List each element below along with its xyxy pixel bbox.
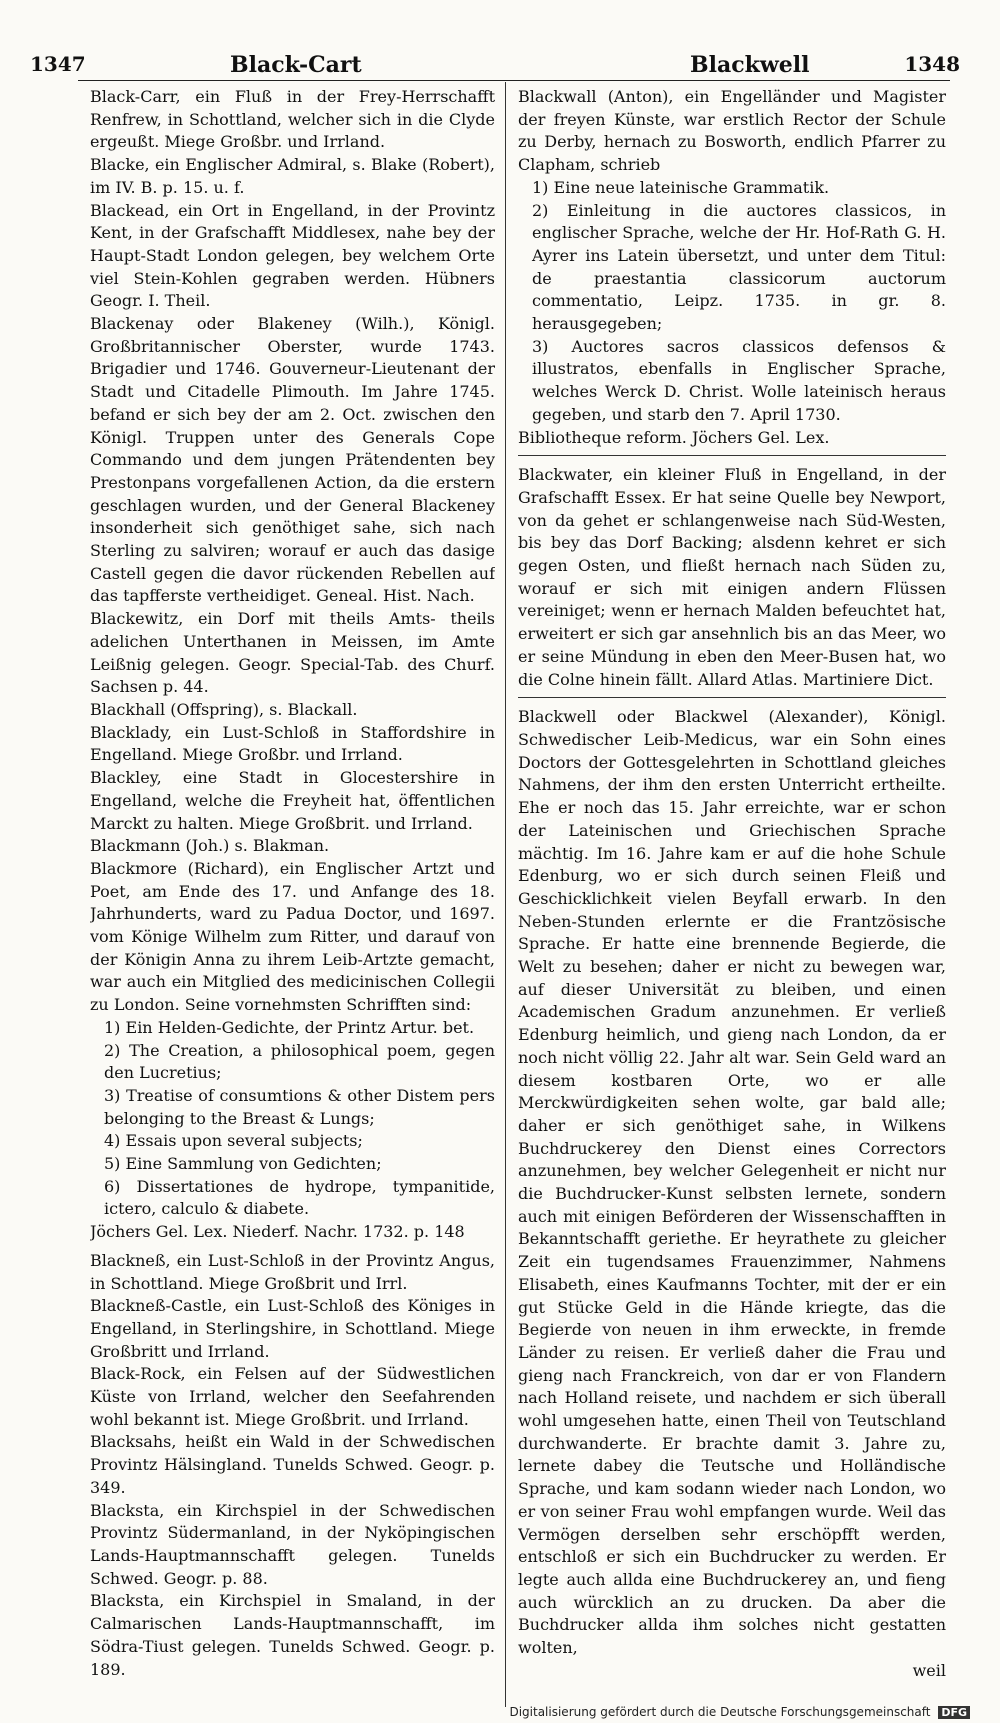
page-number-right: 1348 [904, 52, 960, 76]
list-item: 1) Ein Helden-Gedichte, der Printz Artur. bet. [104, 1017, 475, 1037]
list-item: 3) Auctores sacros classicos defensos & illustratos, ebenfalls in Englischer Sprache, welches Werck D. Christ. Wolle lateinisch heraus gegeben, und starb den 7. April 1730. [532, 336, 946, 424]
entry-blacksahs: Blacksahs, heißt ein Wald in der Schwedischen Provintz Hälsingland. Tunelds Schwed. Geogr. p. 349. [90, 1432, 495, 1497]
entry-blackwell: Blackwell oder Blackwel (Alexander), Königl. Schwedischer Leib-Medicus, war ein Sohn eines Doctors der Gottesgelehrten in Schottland gleiches Nahmens, der ihm den ersten Unterricht ertheilte. Ehe er noch das 15. Jahr erreichte, war er schon der Lateinischen und Griechischen Sprache mächtig. Im 16. Jahre kam er auf die hohe Schule Edenburg, wo er sich durch seinen Fleiß und Geschicklichkeit vielen Beyfall erwarb. In den Neben-Stunden erlernte er die Frantzösische Sprache. Er hatte eine brennende Begierde, die Welt zu besehen; daher er nicht zu bewegen war, auf dieser Universität zu bleiben, und einen Academischen Gradum anzunehmen. Er verließ Edenburg heimlich, und gieng nach London, da er noch nicht völlig 22. Jahr alt war. Sein Geld ward an diesem kostbaren Orte, wo er alle Merckwürdigkeiten sehen wolte, gar bald alle; daher er sich genöthiget sahe, in Wilkens Buchdruckerey den Dienst eines Correctors anzunehmen, bey welcher Gelegenheit er nicht nur die Buchdrucker-Kunst selbsten lernete, sondern auch mit einigen Beförderen der Wissenschafften in Bekanntschafft geriethe. Er heyrathete zu gleicher Zeit ein tugendsames Frauenzimmer, Nahmens Elisabeth, eines Kaufmanns Tochter, mit der er ein gut Stücke Geld in die Hände kriegte, das die Begierde von neuen in ihm erweckte, in fremde Länder zu reisen. Er verließ daher die Frau und gieng nach Franckreich, von dar er von Flandern nach Holland reisete, und nachdem er sich überall wohl umgesehen hatte, einen Theil von Teutschland durchwanderte. Er brachte damit 3. Jahre zu, lernete dabey die Teutsche und Holländische Sprache, und kam sodann wieder nach London, wo er von seiner Frau wohl empfangen wurde. Weil das Vermögen derselben sehr erschöpfft werden, entschloß er sich ein Buchdrucker zu werden. Er legte auch allda eine Buchdruckerey an, und fieng auch würcklich an zu drucken. Da aber die Buchdrucker allda ihm solches nicht gestatten wolten, [518, 707, 946, 1658]
entry-black-rock: Black-Rock, ein Felsen auf der Südwestlichen Küste von Irrland, welcher den Seefahrenden wohl bekannt ist. Miege Großbrit. und Irrland. [90, 1364, 495, 1429]
entry-blackwall: Blackwall (Anton), ein Engelländer und Magister der freyen Künste, war erstlich Rector der Schule zu Derby, hernach zu Bosworth, endlich Pfarrer zu Clapham, schrieb [518, 87, 946, 175]
list-item: 1) Eine neue lateinische Grammatik. [532, 177, 830, 197]
list-item: 2) Einleitung in die auctores classicos, in englischer Sprache, welche der Hr. Hof-Rath G. H. Ayrer ins Latein übersetzt, und unter dem Titul: de praestantia classicorum auctorum commentatio, Leipz. 1735. in gr. 8. herausgegeben; [532, 200, 946, 334]
entry-blackewitz: Blackewitz, ein Dorf mit theils Amts- theils adelichen Unterthanen in Meissen, im Amte Leißnig gelegen. Geogr. Special-Tab. des Churf. Sachsen p. 44. [90, 609, 495, 697]
footer [509, 1705, 970, 1719]
header-rule [78, 80, 950, 81]
list-item: 2) The Creation, a philosophical poem, gegen den Lucretius; [104, 1040, 495, 1083]
left-column [90, 86, 495, 1686]
entry-blacksta-2: Blacksta, ein Kirchspiel in Smaland, in der Calmarischen Lands-Hauptmannschafft, im Södra-Tiust gelegen. Tunelds Schwed. Geogr. p. 189. [90, 1591, 495, 1679]
footer-text: Digitalisierung gefördert durch die Deutsche Forschungsgemeinschaft [509, 1705, 931, 1719]
page-number-left: 1347 [30, 52, 86, 76]
list-item: 3) Treatise of consumtions & other Distem pers belonging to the Breast & Lungs; [104, 1085, 495, 1128]
source-citation: Jöchers Gel. Lex. Niederf. Nachr. 1732. p. 148 [90, 1222, 465, 1242]
running-head-left: Black-Cart [230, 52, 362, 78]
column-divider [505, 82, 506, 1707]
list-item: 6) Dissertationes de hydrope, tympanitide, ictero, calculo & diabete. [104, 1176, 495, 1219]
dfg-logo: DFG [938, 1706, 970, 1719]
entry-blackenay: Blackenay oder Blakeney (Wilh.), Königl. Großbritannischer Oberster, wurde 1743. Brigadier und 1746. Gouverneur-Lieutenant der Stadt und Citadelle Plimouth. Im Jahre 1745. befand er sich bey der am 2. Oct. zwischen den Königl. Truppen unter des Generals Cope Commando und dem jungen Prätendenten bey Prestonpans vorgefallenen Action, da die erstern geschlagen wurden, und der General Blackeney insonderheit sich genöthiget sahe, sich nach Sterling zu salviren; worauf er auch das dasige Castell gegen die davor rückenden Rebellen auf das tapfferste vertheidiget. Geneal. Hist. Nach. [90, 314, 495, 606]
entry-blackness-castle: Blackneß-Castle, ein Lust-Schloß des Königes in Engelland, in Sterlingshire, in Schottland. Miege Großbritt und Irrland. [90, 1296, 495, 1361]
entry-blackwater: Blackwater, ein kleiner Fluß in Engelland, in der Grafschafft Essex. Er hat seine Quelle bey Newport, von da gehet er schlangenweise nach Süd-Westen, bis bey das Dorf Backing; alsdenn kehret er sich gegen Osten, und fließt hernach nach Süden zu, worauf er sich mit einigen andern Flüssen vereiniget; wenn er hernach Malden befeuchtet hat, erweitert er sich gar ansehnlich bis an das Meer, wo er seine Mündung in eben den Meer-Busen hat, wo die Colne hinein fällt. Allard Atlas. Martiniere Dict. [518, 465, 946, 689]
right-column [518, 86, 946, 1686]
section-rule [518, 697, 946, 698]
entry-blackmore: Blackmore (Richard), ein Englischer Artzt und Poet, am Ende des 17. und Anfange des 18. Jahrhunderts, ward zu Padua Doctor, und 1697. vom Könige Wilhelm zum Ritter, und darauf von der Königin Anna zu ihrem Leib-Artzte gemacht, war auch ein Mitglied des medicinischen Collegii zu London. Seine vornehmsten Schrifften sind: [90, 858, 495, 1015]
entry-blackmann: Blackmann (Joh.) s. Blakman. [90, 836, 330, 856]
source-citation: Bibliotheque reform. Jöchers Gel. Lex. [518, 427, 830, 447]
entry-blackley: Blackley, eine Stadt in Glocestershire in Engelland, welche die Freyheit hat, öffentlichen Marckt zu halten. Miege Großbrit. und Irrland. [90, 768, 495, 833]
entry-blacklady: Blacklady, ein Lust-Schloß in Staffordshire in Engelland. Miege Großbr. und Irrland. [90, 722, 495, 765]
catchword: weil [912, 1660, 946, 1680]
section-rule [518, 455, 946, 456]
entry-blackness: Blackneß, ein Lust-Schloß in der Provintz Angus, in Schottland. Miege Großbrit und Irrl. [90, 1250, 495, 1293]
entry-blacksta-1: Blacksta, ein Kirchspiel in der Schwedischen Provintz Südermanland, in der Nyköpingischen Lands-Hauptmannschafft gelegen. Tunelds Schwed. Geogr. p. 88. [90, 1500, 495, 1588]
list-item: 4) Essais upon several subjects; [104, 1131, 363, 1151]
entry-black-carr: Black-Carr, ein Fluß in der Frey-Herrschafft Renfrew, in Schottland, welcher sich in die Clyde ergeußt. Miege Großbr. und Irrland. [90, 87, 495, 152]
entry-blackhall: Blackhall (Offspring), s. Blackall. [90, 699, 358, 719]
entry-blackead: Blackead, ein Ort in Engelland, in der Provintz Kent, in der Grafschafft Middlesex, nahe bey der Haupt-Stadt London gelegen, bey welchem Orte viel Stein-Kohlen gegraben werden. Hübners Geogr. I. Theil. [90, 200, 495, 311]
entry-blacke: Blacke, ein Englischer Admiral, s. Blake (Robert), im IV. B. p. 15. u. f. [90, 155, 495, 197]
list-item: 5) Eine Sammlung von Gedichten; [104, 1154, 382, 1174]
running-head-right: Blackwell [690, 52, 810, 78]
